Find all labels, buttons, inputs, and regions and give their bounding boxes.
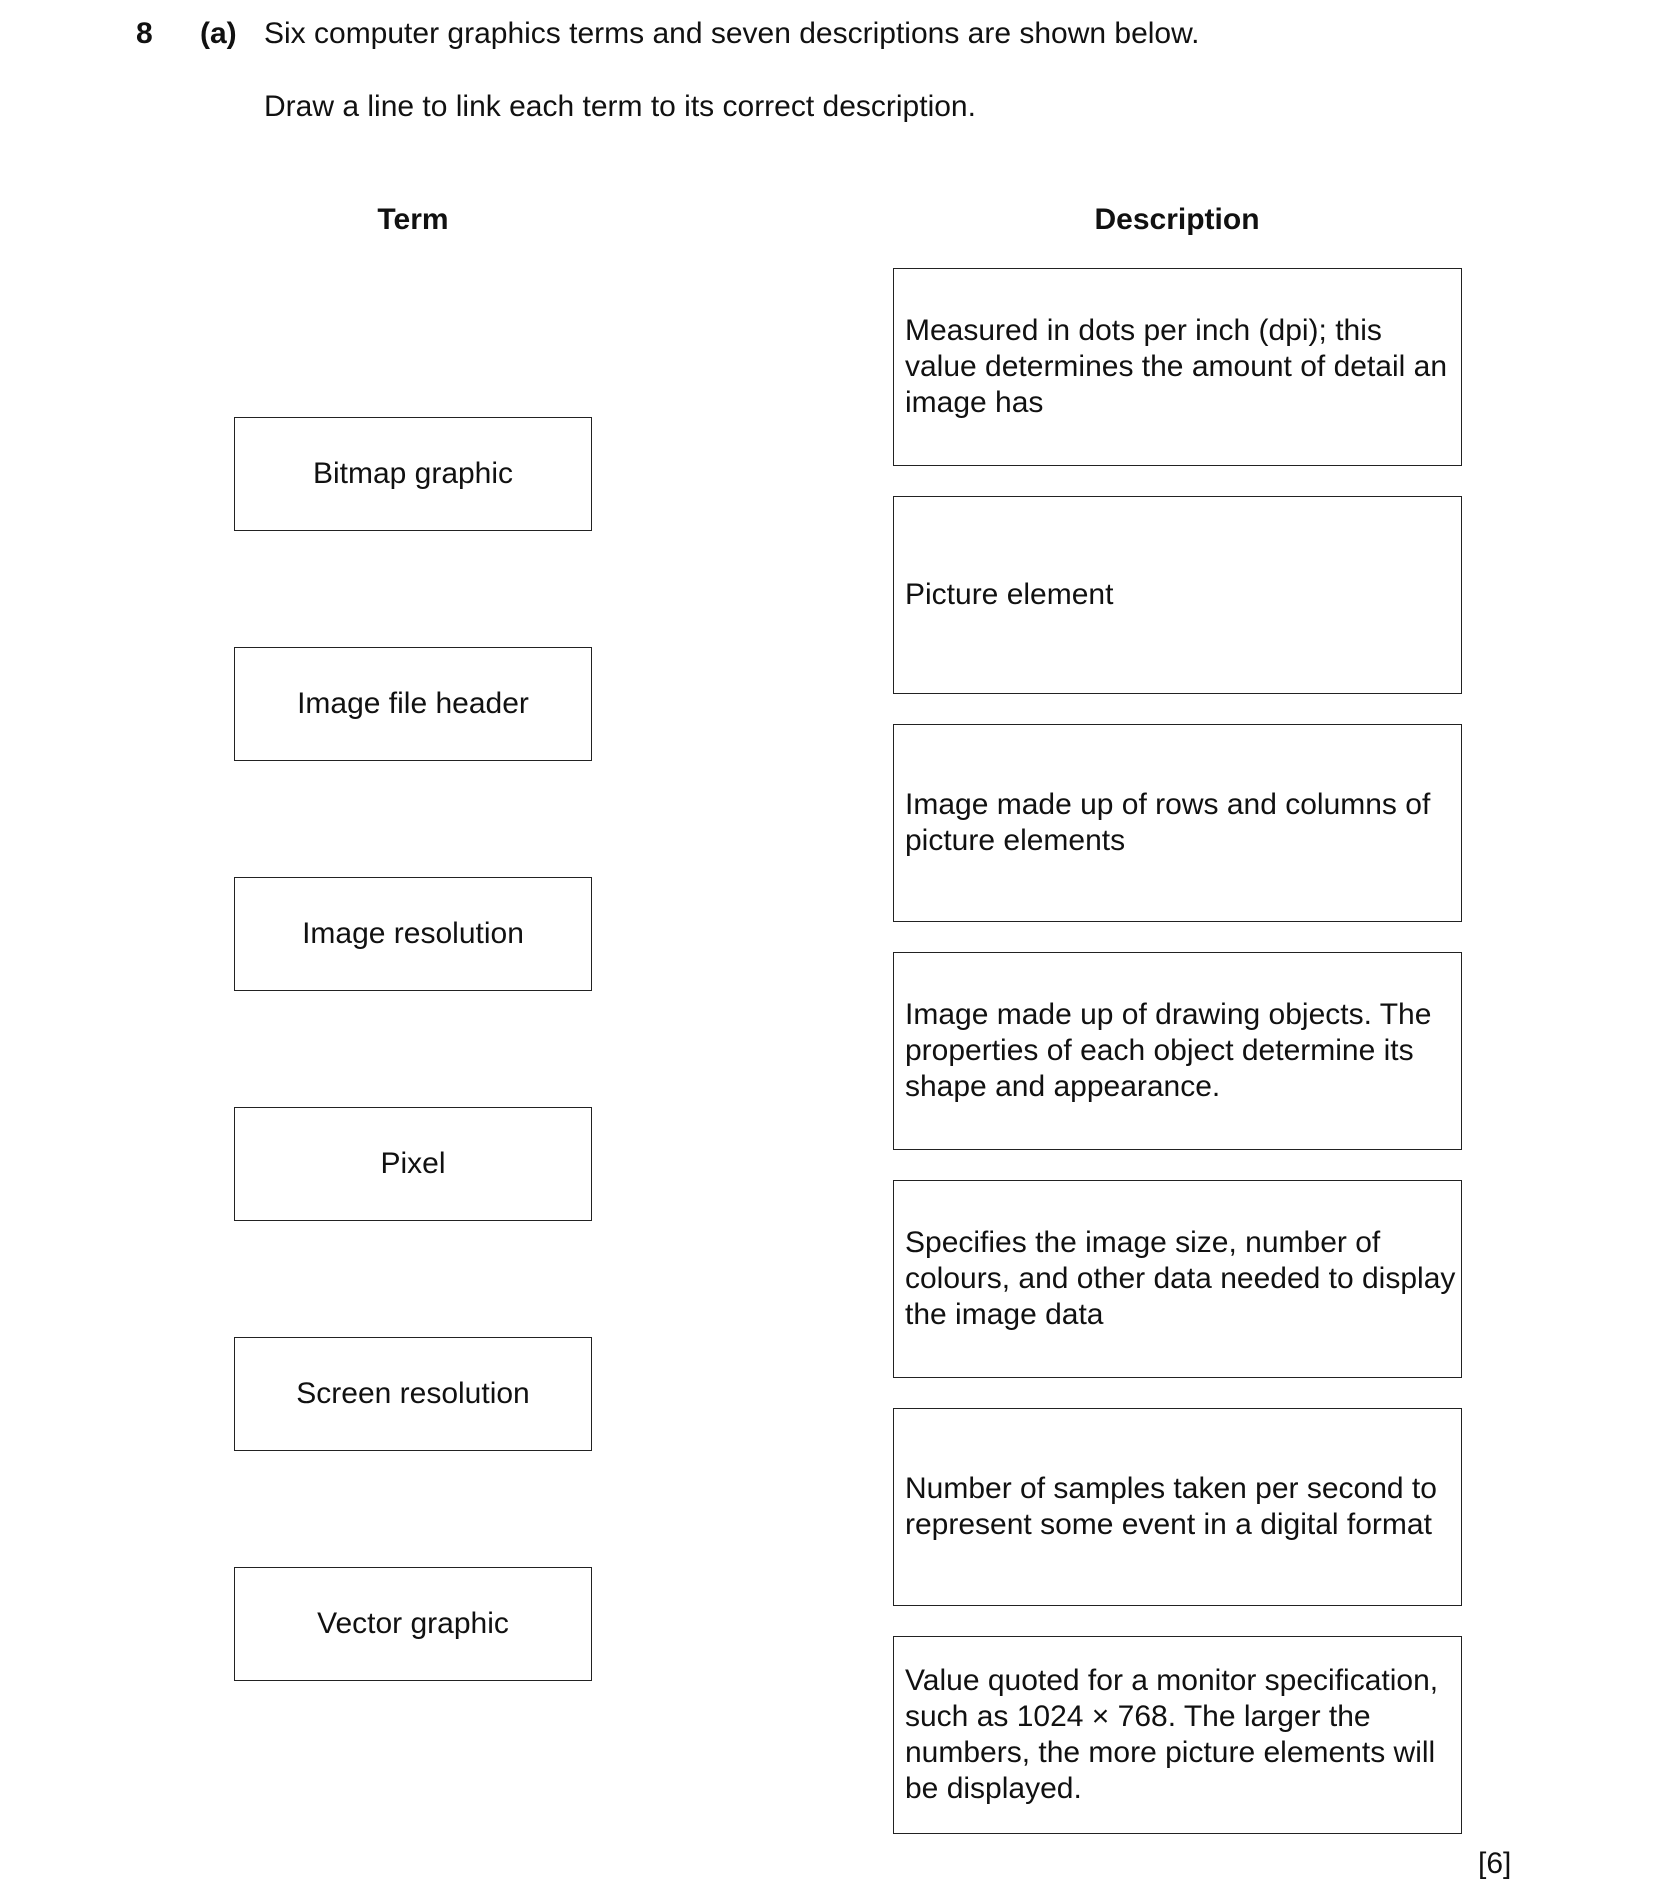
description-box-dpi[interactable] (893, 268, 1462, 466)
description-text: Image made up of drawing objects. The properties of each object determine its shape and appearance. (905, 998, 1432, 1103)
term-box-vector-graphic[interactable] (234, 1567, 592, 1681)
description-text: Specifies the image size, number of colours, and other data needed to display the image data (905, 1226, 1456, 1331)
question-intro: Six computer graphics terms and seven descriptions are shown below. (264, 17, 1200, 50)
description-text: Value quoted for a monitor specification, such as 1024 × 768. The larger the numbers, the more picture elements will be displayed. (905, 1664, 1439, 1805)
description-box-picture-element[interactable] (893, 496, 1462, 694)
description-text: Measured in dots per inch (dpi); this value determines the amount of detail an image has (905, 314, 1448, 419)
description-box-image-size[interactable] (893, 1180, 1462, 1378)
description-text: Picture element (905, 578, 1114, 611)
question-instruction: Draw a line to link each term to its correct description. (264, 90, 976, 123)
term-label: Screen resolution (296, 1377, 530, 1410)
description-text: Number of samples taken per second to represent some event in a digital format (905, 1472, 1437, 1541)
term-column-heading: Term (377, 203, 449, 236)
term-box-pixel[interactable] (234, 1107, 592, 1221)
term-label: Image file header (297, 687, 529, 720)
term-box-bitmap-graphic[interactable] (234, 417, 592, 531)
term-label: Bitmap graphic (312, 457, 514, 490)
term-box-screen-resolution[interactable] (234, 1337, 592, 1451)
question-part: (a) (200, 17, 237, 50)
term-label: Vector graphic (317, 1607, 509, 1640)
description-text: Image made up of rows and columns of picture elements (905, 788, 1431, 857)
question-number: 8 (136, 17, 153, 50)
description-column-heading: Description (1094, 203, 1260, 236)
description-box-monitor-spec[interactable] (893, 1636, 1462, 1834)
description-box-samples-per-second[interactable] (893, 1408, 1462, 1606)
description-box-rows-columns[interactable] (893, 724, 1462, 922)
term-label: Pixel (380, 1147, 446, 1180)
term-box-image-resolution[interactable] (234, 877, 592, 991)
term-label: Image resolution (302, 917, 524, 950)
term-box-image-file-header[interactable] (234, 647, 592, 761)
description-box-drawing-objects[interactable] (893, 952, 1462, 1150)
marks-available: [6] (1478, 1847, 1512, 1880)
